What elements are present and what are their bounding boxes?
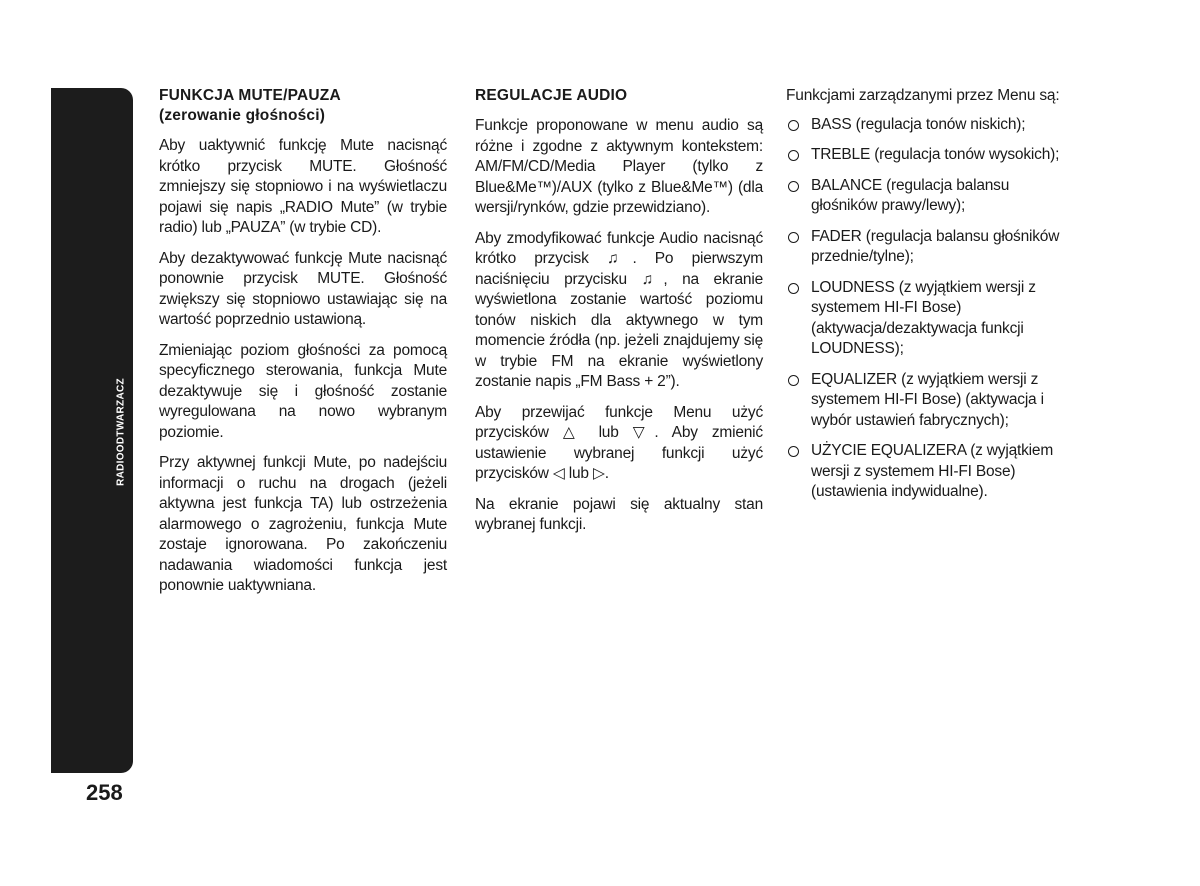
list-item-text: UŻYCIE EQUALIZERA (z wyjątkiem wersji z systemem HI-FI Bose) (ustawienia indywidualne). [811, 442, 1054, 500]
mute-heading-subtitle: (zerowanie głośności) [159, 107, 326, 124]
audio-heading: REGULACJE AUDIO [475, 87, 628, 104]
audio-text: , na ekranie wyświetlona zostanie wartość poziomu tonów niskich dla aktywnego w tym momencie źródła (np. jeżeli znajdujemy się w trybie FM na ekranie wyświetlony zostanie napis „FM Bass + 2”). [475, 270, 763, 390]
audio-paragraph [475, 403, 763, 485]
list-item-text: EQUALIZER (z wyjątkiem wersji z systemem HI-FI Bose) (aktywacja i wybór ustawień fabrycznych); [811, 370, 1044, 429]
circle-bullet-icon [788, 446, 799, 457]
mute-paragraph: Przy aktywnej funkcji Mute, po nadejściu informacji o ruchu na drogach (jeżeli aktywna jest funkcja TA) lub ostrzeżenia alarmowego o zagrożeniu, funkcja Mute zostaje ignorowana. Po zakończeniu nadawania wiadomości funkcja jest ponownie uaktywniana. [159, 454, 447, 594]
arrow-down-icon: ▽ [632, 424, 655, 441]
list-item-text: LOUDNESS (z wyjątkiem wersji z systemem HI-FI Bose) (aktywacja/dezaktywacja funkcji LOUDNESS); [811, 278, 1036, 357]
circle-bullet-icon [788, 375, 799, 386]
menu-intro: Funkcjami zarządzanymi przez Menu są: [786, 87, 1060, 104]
list-item [786, 145, 1076, 166]
audio-text: Aby zmodyfikować funkcje Audio nacisnąć krótko przycisk [475, 229, 763, 267]
audio-text: . Po pierwszym naciśnięciu przycisku [475, 250, 763, 288]
audio-text: . [604, 465, 609, 482]
circle-bullet-icon [788, 181, 799, 192]
audio-paragraph: Funkcje proponowane w menu audio są różne i zgodne z aktywnym kontekstem: AM/FM/CD/Media Player (tylko z Blue&Me™)/AUX (tylko z Blue&Me™) (dla wersji/rynków, gdzie przewidziano). [475, 117, 763, 216]
circle-bullet-icon [788, 232, 799, 243]
page-number: 258 [86, 780, 123, 805]
mute-heading [159, 86, 447, 126]
list-item-text: FADER (regulacja balansu głośników przednie/tylne); [811, 227, 1060, 265]
section-label: RADIOODTWARZACZ [115, 378, 127, 486]
audio-text: . Aby zmienić ustawienie wybranej funkcji użyć przycisków [475, 424, 763, 482]
arrow-left-icon: ◁ [552, 465, 565, 482]
column-mute-pause [159, 86, 447, 607]
circle-bullet-icon [788, 150, 799, 161]
list-item [786, 370, 1076, 432]
mute-heading-title: FUNKCJA MUTE/PAUZA [159, 87, 341, 104]
column-audio-settings [475, 86, 763, 546]
menu-function-list [786, 115, 1076, 503]
mute-paragraph: Aby dezaktywować funkcję Mute nacisnąć ponownie przycisk MUTE. Głośność zwiększy się stopniowo ustawiając się na wartość poprzednio ustawioną. [159, 249, 447, 328]
circle-bullet-icon [788, 283, 799, 294]
audio-text: lub [564, 465, 593, 482]
list-item-text: TREBLE (regulacja tonów wysokich); [811, 146, 1060, 163]
mute-paragraph: Zmieniając poziom głośności za pomocą specyficznego sterowania, funkcja Mute dezaktywuje się i głośność zostanie wyregulowana na nowo wybranym poziomie. [159, 341, 447, 441]
audio-button-icon: ♫ [606, 250, 633, 267]
list-item-text: BALANCE (regulacja balansu głośników prawy/lewy); [811, 176, 1010, 214]
list-item [786, 115, 1076, 136]
audio-text: lub [584, 424, 633, 441]
list-item [786, 441, 1076, 503]
arrow-right-icon: ▷ [592, 465, 605, 482]
list-item-text: BASS (regulacja tonów niskich); [811, 115, 1026, 133]
mute-paragraph: Aby uaktywnić funkcję Mute nacisnąć krótko przycisk MUTE. Głośność zmniejszy się stopniowo i na wyświetlaczu pojawi się napis „RADIO Mute” (w trybie radio) lub „PAUZA” (w trybie CD). [159, 137, 447, 236]
audio-button-icon: ♫ [641, 270, 664, 288]
list-item [786, 278, 1076, 360]
arrow-up-icon: △ [562, 424, 585, 441]
list-item [786, 176, 1076, 217]
circle-bullet-icon [788, 120, 799, 131]
audio-paragraph [475, 229, 763, 393]
audio-paragraph: Na ekranie pojawi się aktualny stan wybranej funkcji. [475, 495, 763, 533]
audio-text: Aby przewijać funkcje Menu użyć przycisków [475, 403, 763, 441]
list-item [786, 227, 1076, 268]
column-menu-functions [786, 86, 1076, 513]
